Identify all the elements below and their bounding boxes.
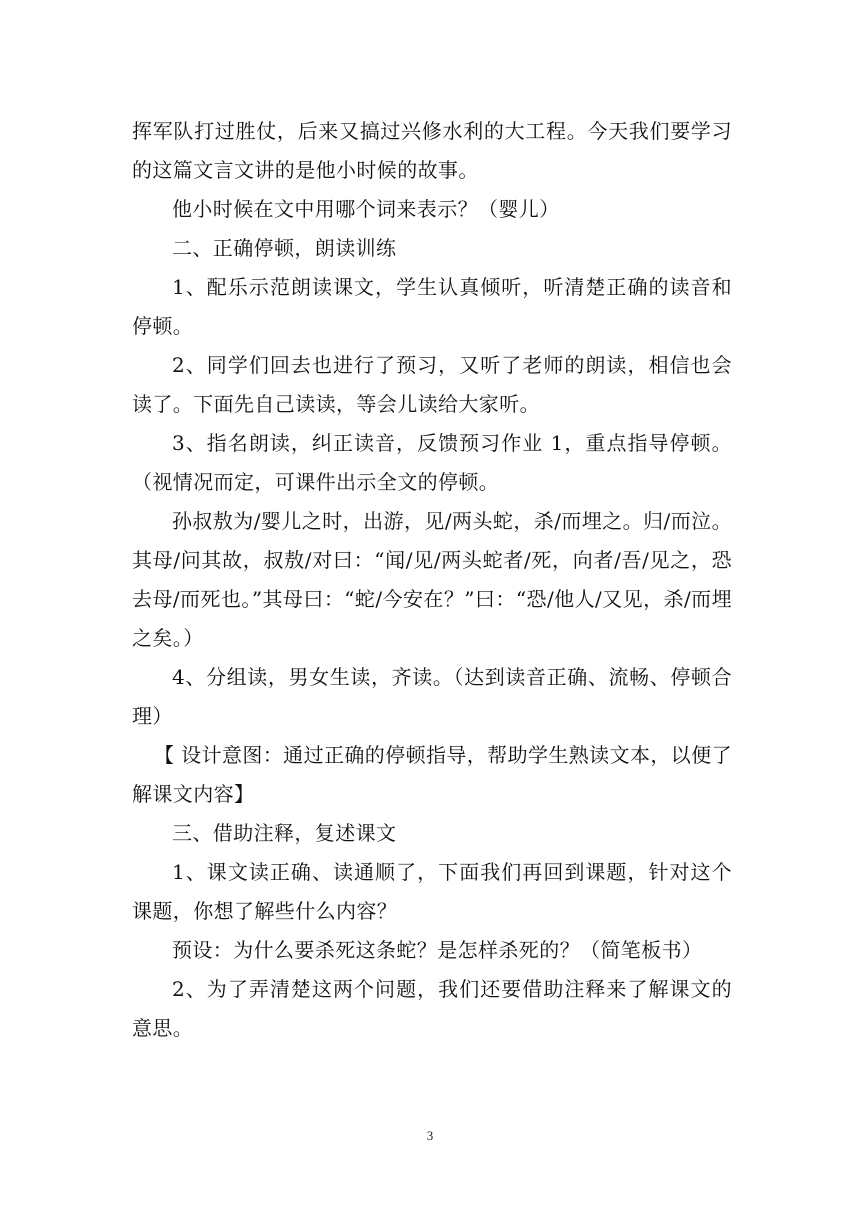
page-number: 3: [426, 1128, 434, 1143]
paragraph-design-intent: 【 设计意图：通过正确的停顿指导，帮助学生熟读文本，以便了解课文内容】: [132, 743, 732, 806]
paragraph-step-3: 3、指名朗读，纠正读音，反馈预习作业 1，重点指导停顿。（视情况而定，可课件出示全文的停顿。: [132, 431, 732, 494]
paragraph-step-1: 1、配乐示范朗读课文，学生认真倾听，听清楚正确的读音和停顿。: [132, 275, 732, 338]
paragraph-step-2: 2、同学们回去也进行了预习，又听了老师的朗读，相信也会读了。下面先自己读读，等会儿读给大家听。: [132, 353, 732, 416]
section-heading-3: 三、借助注释，复述课文: [172, 821, 397, 845]
paragraph-step-3-2: 2、为了弄清楚这两个问题，我们还要借助注释来了解课文的意思。: [132, 977, 732, 1040]
paragraph-step-4: 4、分组读，男女生读，齐读。（达到读音正确、流畅、停顿合理）: [132, 665, 732, 728]
document-body: [132, 112, 732, 1048]
paragraph-question: 他小时候在文中用哪个词来表示？（婴儿）: [172, 197, 560, 221]
section-heading-2: 二、正确停顿，朗读训练: [172, 236, 397, 260]
paragraph-classical-text: 孙叔敖为/婴儿之时，出游，见/两头蛇，杀/而埋之。归/而泣。其母/问其故，叔敖/对曰：“闻/见/两头蛇者/死，向者/吾/见之，恐去母/而死也。”其母曰：“蛇/今安在？”曰：“恐/他人/又见，杀/而埋之矣。）: [132, 509, 732, 650]
paragraph-intro: 挥军队打过胜仗，后来又搞过兴修水利的大工程。今天我们要学习的这篇文言文讲的是他小时候的故事。: [132, 119, 732, 182]
paragraph-preset: 预设：为什么要杀死这条蛇？是怎样杀死的？（简笔板书）: [172, 938, 703, 962]
paragraph-step-3-1: 1、课文读正确、读通顺了，下面我们再回到课题，针对这个课题，你想了解些什么内容？: [132, 860, 732, 923]
